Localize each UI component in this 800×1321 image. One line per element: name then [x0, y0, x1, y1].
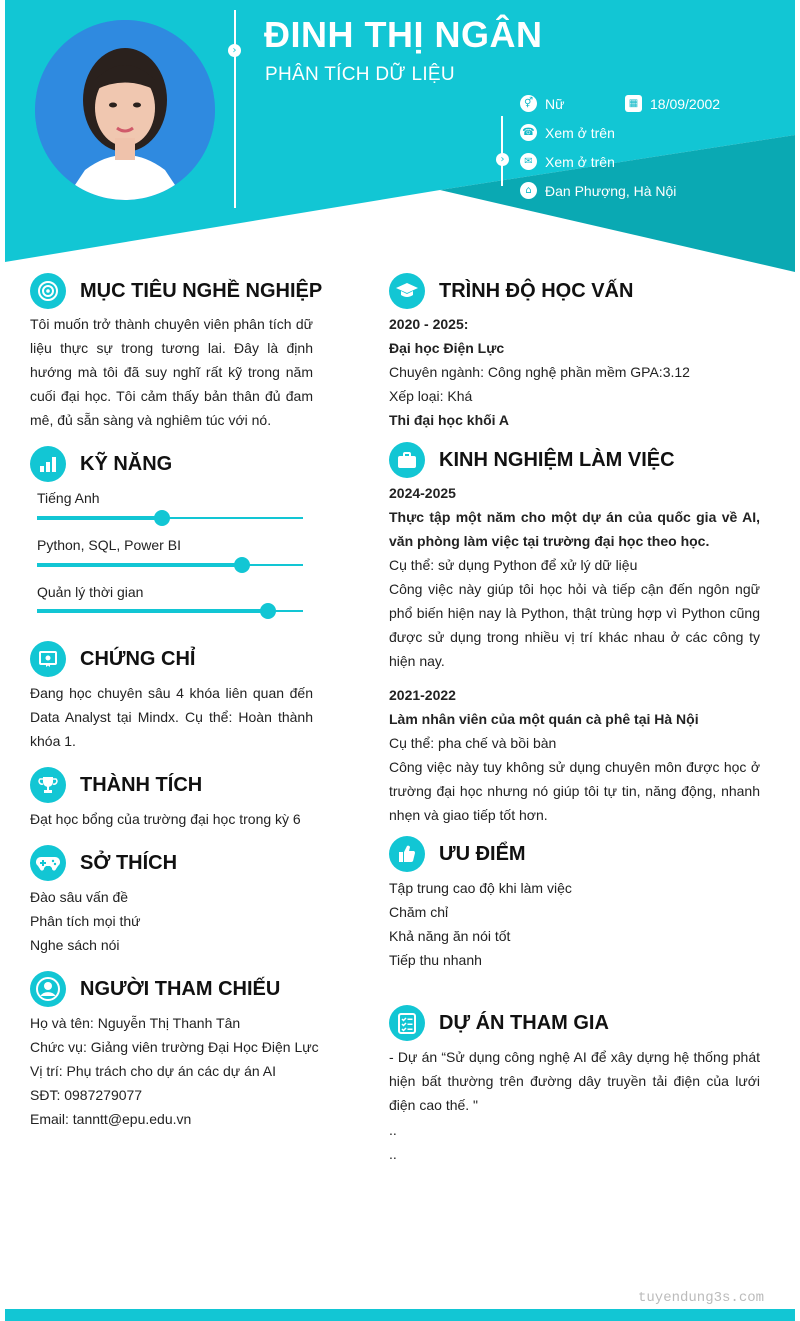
objective-title: MỤC TIÊU NGHỀ NGHIỆP	[80, 279, 323, 302]
chevron-right-icon: ›	[228, 44, 241, 57]
section-skills	[30, 446, 172, 482]
section-objective	[30, 273, 322, 309]
certificates-text: Đang học chuyên sâu 4 khóa liên quan đến Data Analyst tại Mindx. Cụ thể: Hoàn thành khóa 1.	[30, 685, 313, 749]
phone-info	[520, 124, 615, 141]
gender-value: Nữ	[545, 95, 565, 112]
checklist-icon	[389, 1005, 425, 1041]
watermark: tuyendung3s.com	[638, 1290, 765, 1306]
section-achievements	[30, 767, 202, 803]
target-icon	[30, 273, 66, 309]
education-period: 2020 - 2025:	[389, 316, 469, 332]
calendar-icon: ▦	[625, 95, 642, 112]
section-certificates	[30, 641, 195, 677]
address-value: Đan Phượng, Hà Nội	[545, 182, 677, 199]
reference-line: SĐT: 0987279077	[30, 1087, 143, 1103]
education-title: TRÌNH ĐỘ HỌC VẤN	[439, 279, 634, 302]
skill-bar	[37, 610, 303, 612]
reference-line: Vị trí: Phụ trách cho dự án các dự án AI	[30, 1063, 276, 1079]
certificate-icon	[30, 641, 66, 677]
mail-icon: ✉	[520, 153, 537, 170]
job-position: Thực tập một năm cho một dự án của quốc gia về AI, văn phòng làm việc tại trường đại học theo học.	[389, 509, 760, 549]
reference-line: Chức vụ: Giảng viên trường Đại Học Điện Lực	[30, 1039, 319, 1055]
strength-item: Khả năng ăn nói tốt	[389, 928, 511, 944]
gamepad-icon	[30, 845, 66, 881]
job-description: Công việc này giúp tôi học hỏi và tiếp cận đến ngôn ngữ phổ biến hiện nay là Python, thật trùng hợp vì Python cũng được sử dụng trong nhiều vị trí khác nhau ở các công ty hiện nay.	[389, 581, 760, 669]
user-icon	[30, 971, 66, 1007]
section-projects	[389, 1005, 609, 1041]
section-references	[30, 971, 280, 1007]
footer-bar	[5, 1309, 795, 1321]
skill-fill	[37, 563, 242, 567]
job-description: Công việc này tuy không sử dụng chuyên môn được học ở trường đại học nhưng nó giúp tôi tự tin, năng động, nhanh nhẹn và giao tiếp tốt hơn.	[389, 759, 760, 823]
hobby-item: Phân tích mọi thứ	[30, 913, 141, 929]
skill-knob	[234, 557, 250, 573]
job-position: Làm nhân viên của một quán cà phê tại Hà Nội	[389, 711, 699, 727]
section-education	[389, 273, 633, 309]
hobbies-title: SỞ THÍCH	[80, 851, 178, 874]
job-detail: Cụ thể: pha chế và bồi bàn	[389, 735, 557, 751]
hobby-item: Nghe sách nói	[30, 937, 120, 953]
email-info	[520, 153, 615, 170]
education-rank: Xếp loại: Khá	[389, 388, 473, 404]
project-extra: ..	[389, 1122, 397, 1138]
reference-line: Email: tanntt@epu.edu.vn	[30, 1111, 192, 1127]
briefcase-icon	[389, 442, 425, 478]
references-title: NGƯỜI THAM CHIẾU	[80, 977, 281, 1000]
trophy-icon	[30, 767, 66, 803]
contact-divider	[501, 116, 503, 186]
skill-fill	[37, 609, 268, 613]
education-exam: Thi đại học khối A	[389, 412, 510, 428]
skill-knob	[154, 510, 170, 526]
projects-title: DỰ ÁN THAM GIA	[439, 1011, 609, 1034]
gender-icon: ⚥	[520, 95, 537, 112]
birthdate-info	[625, 95, 720, 112]
avatar	[35, 20, 215, 200]
phone-value: Xem ở trên	[545, 124, 615, 141]
graduation-cap-icon	[389, 273, 425, 309]
job-detail: Cụ thể: sử dụng Python để xử lý dữ liệu	[389, 557, 638, 573]
home-icon: ⌂	[520, 182, 537, 199]
education-major: Chuyên ngành: Công nghệ phần mềm GPA:3.12	[389, 364, 690, 380]
skill-fill	[37, 516, 162, 520]
full-name: ĐINH THỊ NGÂN	[264, 14, 543, 55]
certificates-title: CHỨNG CHỈ	[80, 647, 196, 670]
achievements-text: Đạt học bổng của trường đại học trong kỳ 6	[30, 811, 301, 827]
thumbs-up-icon	[389, 836, 425, 872]
skill-label: Tiếng Anh	[37, 490, 100, 506]
achievements-title: THÀNH TÍCH	[80, 773, 203, 796]
education-school: Đại học Điện Lực	[389, 340, 505, 356]
skill-bar	[37, 517, 303, 519]
experience-title: KINH NGHIỆM LÀM VIỆC	[439, 448, 675, 471]
skill-label: Python, SQL, Power BI	[37, 537, 181, 553]
strength-item: Chăm chỉ	[389, 904, 449, 920]
section-experience	[389, 442, 675, 478]
skill-bar	[37, 564, 303, 566]
skill-knob	[260, 603, 276, 619]
section-hobbies	[30, 845, 177, 881]
hobby-item: Đào sâu vấn đề	[30, 889, 129, 905]
chevron-right-icon: ›	[496, 153, 509, 166]
phone-icon: ☎	[520, 124, 537, 141]
skill-label: Quản lý thời gian	[37, 584, 144, 600]
avatar-photo	[35, 20, 215, 200]
header-divider	[234, 10, 236, 208]
job-period: 2024-2025	[389, 485, 456, 501]
strength-item: Tập trung cao độ khi làm việc	[389, 880, 572, 896]
job-period: 2021-2022	[389, 687, 456, 703]
address-info	[520, 182, 676, 199]
strengths-title: ƯU ĐIỂM	[439, 842, 526, 865]
project-extra: ..	[389, 1146, 397, 1162]
objective-text: Tôi muốn trở thành chuyên viên phân tích dữ liệu thực sự trong tương lai. Đây là định hướng mà tôi đã suy nghĩ rất kỹ trong năm cuối đại học. Tôi cảm thấy bản thân đủ đam mê, đủ sẵn sàng và nghiêm túc với nó.	[30, 316, 313, 428]
gender-info	[520, 95, 564, 112]
bar-chart-icon	[30, 446, 66, 482]
section-strengths	[389, 836, 526, 872]
project-text: - Dự án “Sử dụng công nghệ AI để xây dựng hệ thống phát hiện bất thường trên đường dây truyền tải điện của lưới điện cao thế. "	[389, 1049, 760, 1113]
strength-item: Tiếp thu nhanh	[389, 952, 482, 968]
reference-line: Họ và tên: Nguyễn Thị Thanh Tân	[30, 1015, 241, 1031]
job-title: PHÂN TÍCH DỮ LIỆU	[265, 64, 455, 85]
birthdate-value: 18/09/2002	[650, 95, 721, 112]
skills-title: KỸ NĂNG	[80, 452, 173, 475]
email-value: Xem ở trên	[545, 153, 615, 170]
